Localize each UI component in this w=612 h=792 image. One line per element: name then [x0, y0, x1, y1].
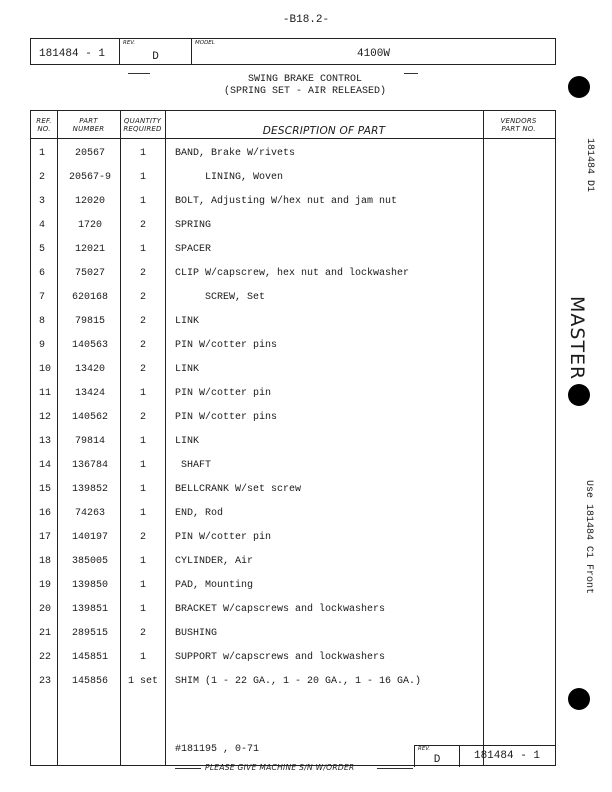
parts-table [30, 110, 556, 772]
document-title [160, 74, 450, 98]
part-number-cell: 139852 [71, 484, 108, 495]
description-cell: SPRING [175, 220, 212, 231]
description-cell: PIN W/cotter pins [175, 412, 278, 423]
description-cell: SUPPORT w/capscrews and lockwashers [175, 652, 386, 663]
part-number-cell: 20567 [74, 148, 105, 159]
part-number-cell: 79814 [74, 436, 105, 447]
quantity-cell: 2 [139, 364, 146, 375]
vendors-header-line-1: VENDORS [500, 116, 537, 125]
ref-cell: 21 [39, 628, 52, 639]
quantity-cell: 1 [139, 172, 146, 183]
header-model-label: MODEL [195, 40, 215, 46]
description-cell: LINK [175, 436, 200, 447]
header-rev-cell [120, 39, 192, 64]
description-cell: LINK [175, 316, 200, 327]
footer-part-number: 181484 - 1 [473, 750, 540, 762]
table-row [31, 286, 555, 310]
part-header-line-2: NUMBER [72, 124, 105, 133]
margin-use-note: Use 181484 C1 Front [583, 480, 594, 595]
ref-cell: 15 [39, 484, 52, 495]
punch-hole-icon [568, 688, 590, 710]
part-number-cell: 20567-9 [68, 172, 111, 183]
table-row [31, 454, 555, 478]
part-number-cell: 620168 [71, 292, 108, 303]
punch-hole-icon [568, 76, 590, 98]
part-header-line-1: PART [79, 116, 98, 125]
page-number: -B18.2- [282, 14, 330, 26]
quantity-cell: 2 [139, 268, 146, 279]
footer-rev-label: REV. [418, 746, 431, 752]
punch-hole-icon [568, 384, 590, 406]
ref-cell: 10 [39, 364, 52, 375]
description-cell: SCREW, Set [205, 292, 266, 303]
ref-cell: 2 [39, 172, 46, 183]
quantity-cell: 2 [139, 220, 146, 231]
header-box [30, 38, 556, 65]
title-line-2: (SPRING SET - AIR RELEASED) [223, 86, 387, 97]
header-rev-value: D [152, 51, 159, 63]
footer-rev-box [414, 745, 555, 767]
part-number-cell: 79815 [74, 316, 105, 327]
quantity-cell: 2 [139, 292, 146, 303]
description-cell: LINING, Woven [205, 172, 284, 183]
ref-cell: 23 [39, 676, 52, 687]
table-row [31, 406, 555, 430]
ref-cell: 4 [39, 220, 46, 231]
part-number-cell: 13420 [74, 364, 105, 375]
description-cell: PIN W/cotter pin [175, 388, 272, 399]
quantity-cell: 1 [139, 652, 146, 663]
description-cell: PIN W/cotter pins [175, 340, 278, 351]
table-row [31, 574, 555, 598]
table-row [31, 382, 555, 406]
ref-cell: 5 [39, 244, 46, 255]
footer-rule-right [377, 768, 413, 769]
quantity-cell: 2 [139, 628, 146, 639]
table-row [31, 670, 555, 694]
header-model-value: 4100W [356, 48, 390, 60]
quantity-cell: 1 [139, 484, 146, 495]
quantity-cell: 1 [139, 580, 146, 591]
table-row [31, 334, 555, 358]
part-number-cell: 140563 [71, 340, 108, 351]
quantity-cell: 1 set [127, 676, 158, 687]
header-part-number: 181484 - 1 [31, 39, 120, 64]
description-cell: PAD, Mounting [175, 580, 254, 591]
description-cell: PIN W/cotter pin [175, 532, 272, 543]
quantity-cell: 2 [139, 532, 146, 543]
description-cell: BAND, Brake W/rivets [175, 148, 296, 159]
vendors-header-line-2: PART NO. [501, 124, 536, 133]
ref-cell: 13 [39, 436, 52, 447]
title-rule-left [128, 73, 150, 74]
qty-header-line-2: REQUIRED [123, 124, 162, 133]
part-number-cell: 289515 [71, 628, 108, 639]
table-row [31, 646, 555, 670]
description-cell: LINK [175, 364, 200, 375]
table-row [31, 238, 555, 262]
qty-column-header [120, 111, 165, 138]
description-cell: SPACER [175, 244, 212, 255]
part-number-cell: 74263 [74, 508, 105, 519]
quantity-cell: 1 [139, 436, 146, 447]
table-row [31, 262, 555, 286]
part-number-cell: 12020 [74, 196, 105, 207]
description-cell: BRACKET W/capscrews and lockwashers [175, 604, 386, 615]
part-number-cell: 12021 [74, 244, 105, 255]
table-row [31, 526, 555, 550]
part-number-cell: 140197 [71, 532, 108, 543]
footer-note: PLEASE GIVE MACHINE S/N W/ORDER [205, 763, 355, 772]
ref-cell: 19 [39, 580, 52, 591]
table-row [31, 622, 555, 646]
ref-cell: 1 [39, 148, 46, 159]
ref-cell: 3 [39, 196, 46, 207]
ref-cell: 20 [39, 604, 52, 615]
footer-reference: #181195 , 0-71 [175, 744, 260, 755]
footer-rev-value: D [433, 754, 441, 766]
description-cell: BUSHING [175, 628, 218, 639]
table-row [31, 430, 555, 454]
part-number-cell: 1720 [77, 220, 102, 231]
margin-document-id: 181484 D1 [584, 138, 595, 193]
table-row [31, 142, 555, 166]
part-number-cell: 136784 [71, 460, 108, 471]
ref-cell: 14 [39, 460, 52, 471]
part-number-cell: 145856 [71, 676, 108, 687]
ref-cell: 11 [39, 388, 52, 399]
description-cell: END, Rod [175, 508, 224, 519]
quantity-cell: 2 [139, 340, 146, 351]
quantity-cell: 1 [139, 604, 146, 615]
quantity-cell: 1 [139, 508, 146, 519]
part-number-cell: 145851 [71, 652, 108, 663]
table-row [31, 190, 555, 214]
quantity-cell: 1 [139, 460, 146, 471]
part-number-cell: 75027 [74, 268, 105, 279]
table-row [31, 166, 555, 190]
description-cell: CLIP W/capscrew, hex nut and lockwasher [175, 268, 410, 279]
quantity-cell: 2 [139, 316, 146, 327]
header-rule [31, 138, 555, 139]
table-row [31, 310, 555, 334]
part-number-cell: 139851 [71, 604, 108, 615]
quantity-cell: 1 [139, 388, 146, 399]
part-number-cell: 13424 [74, 388, 105, 399]
table-row [31, 478, 555, 502]
header-rev-label: REV. [123, 40, 136, 46]
ref-cell: 17 [39, 532, 52, 543]
ref-cell: 7 [39, 292, 46, 303]
vendors-column-header [483, 111, 554, 138]
ref-cell: 16 [39, 508, 52, 519]
header-model-cell [192, 39, 555, 64]
quantity-cell: 1 [139, 244, 146, 255]
margin-master-stamp: MASTER [566, 296, 588, 381]
ref-cell: 18 [39, 556, 52, 567]
footer-rule-left [175, 768, 201, 769]
ref-header-line-2: NO. [37, 124, 51, 133]
quantity-cell: 1 [139, 148, 146, 159]
ref-cell: 22 [39, 652, 52, 663]
ref-cell: 6 [39, 268, 46, 279]
ref-column-header [31, 111, 57, 138]
quantity-cell: 2 [139, 412, 146, 423]
ref-cell: 9 [39, 340, 46, 351]
ref-cell: 8 [39, 316, 46, 327]
table-row [31, 358, 555, 382]
description-cell: SHIM (1 - 22 GA., 1 - 20 GA., 1 - 16 GA.) [175, 676, 422, 687]
part-column-header [57, 111, 120, 138]
ref-cell: 12 [39, 412, 52, 423]
table-row [31, 502, 555, 526]
description-cell: SHAFT [181, 460, 212, 471]
description-cell: BELLCRANK W/set screw [175, 484, 302, 495]
description-cell: BOLT, Adjusting W/hex nut and jam nut [175, 196, 398, 207]
title-line-1: SWING BRAKE CONTROL [247, 74, 363, 85]
part-number-cell: 139850 [71, 580, 108, 591]
description-column-header: DESCRIPTION OF PART [262, 125, 386, 137]
quantity-cell: 1 [139, 556, 146, 567]
table-row [31, 598, 555, 622]
table-row [31, 550, 555, 574]
description-cell: CYLINDER, Air [175, 556, 254, 567]
table-row [31, 214, 555, 238]
part-number-cell: 385005 [71, 556, 108, 567]
ref-header-line-1: REF. [36, 116, 52, 125]
qty-header-line-1: QUANTITY [123, 116, 162, 125]
quantity-cell: 1 [139, 196, 146, 207]
part-number-cell: 140562 [71, 412, 108, 423]
